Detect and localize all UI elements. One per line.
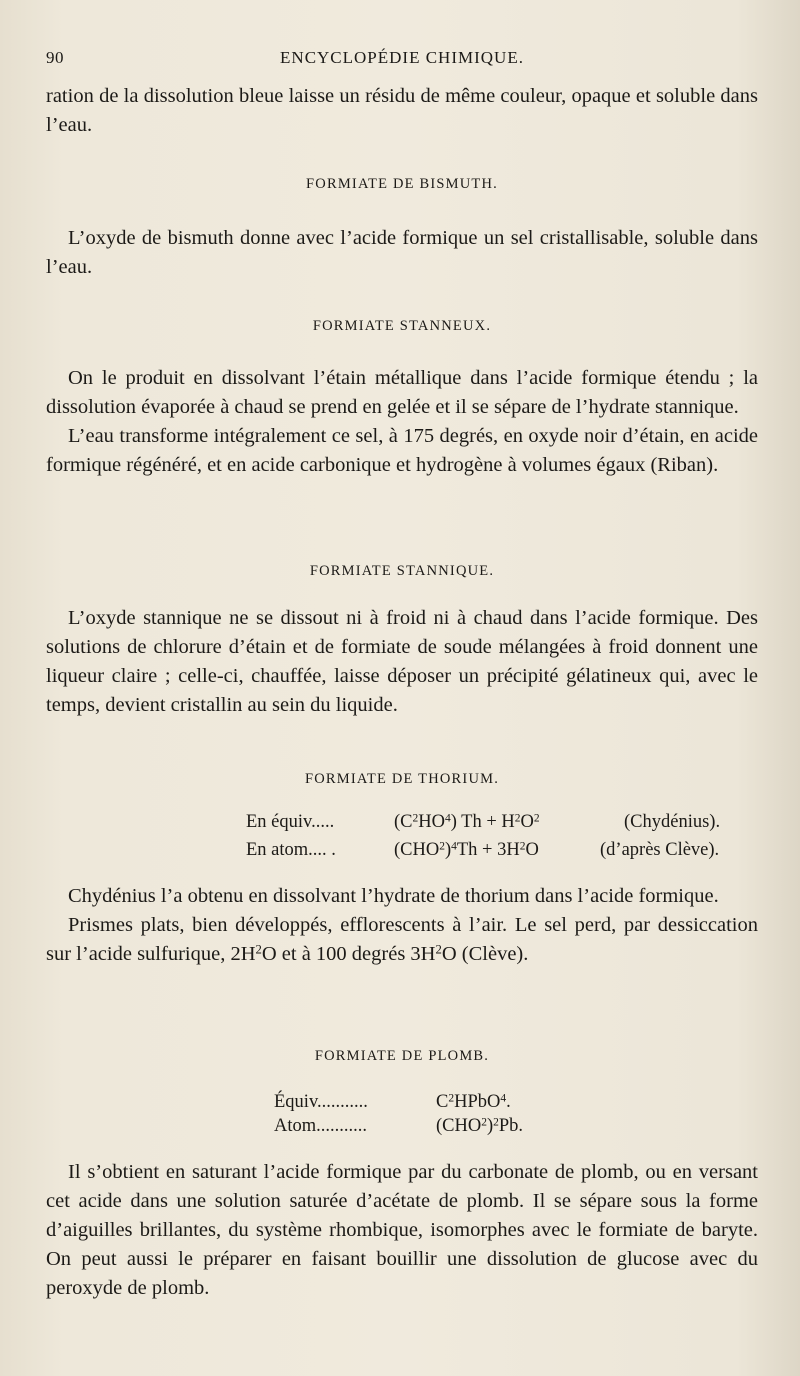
- stanneux-paragraph-1: On le produit en dissolvant l’étain métallique dans l’acide formique étendu ; la dissolution évaporée à chaud se prend en gelée et il se sépare de l’hydrate stannique.: [46, 367, 758, 418]
- heading-stannique: FORMIATE STANNIQUE.: [309, 563, 495, 579]
- plomb-formula-equiv: [0, 1092, 800, 1118]
- formula-expression: $(CHO^2)^4Th + 3H^2O$: [394, 840, 539, 860]
- thorium-formula-atom: [0, 840, 800, 866]
- thorium-section: [46, 882, 758, 969]
- formula-reference: (Chydénius).: [624, 812, 721, 832]
- thorium-paragraph-1: Chydénius l’a obtenu en dissolvant l’hydrate de thorium dans l’acide formique.: [68, 885, 719, 907]
- page-number: 90: [46, 48, 64, 67]
- formula-reference: (d’après Clève).: [600, 840, 720, 860]
- heading-bismuth: FORMIATE DE BISMUTH.: [306, 176, 498, 192]
- thorium-paragraph-2: Prismes plats, bien développés, efflorescents à l’air. Le sel perd, par dessiccation sur l’acide sulfurique, $2H^2O$ et à 100 degrés $3H^2O$ (Clève).: [46, 914, 758, 965]
- formula-label: Équiv...........: [274, 1092, 368, 1112]
- plomb-paragraph: Il s’obtient en saturant l’acide formique par du carbonate de plomb, ou en versant cet acide dans une solution saturée d’acétate de plomb. Il se sépare sous la forme d’aiguilles brillantes, du système rhombique, isomorphes avec le formiate de baryte. On peut aussi le préparer en faisant bouillir une dissolution de glucose avec du peroxyde de plomb.: [46, 1161, 758, 1299]
- formula-label: Atom...........: [274, 1116, 368, 1136]
- formula-label: En équiv.....: [246, 812, 335, 832]
- formula-expression: $(CHO^2)^2Pb$.: [436, 1116, 524, 1136]
- stannique-paragraph: L’oxyde stannique ne se dissout ni à froid ni à chaud dans l’acide formique. Des solutions de chlorure d’étain et de formiate de soude mélangées à froid donnent une liqueur claire ; celle-ci, chauffée, laisse déposer un précipité gélatineux qui, avec le temps, devient cristallin au sein du liquide.: [46, 607, 758, 716]
- intro-paragraph-block: [46, 82, 758, 140]
- running-title: ENCYCLOPÉDIE CHIMIQUE.: [280, 48, 524, 67]
- stanneux-section: [46, 364, 758, 480]
- running-header: [46, 48, 758, 72]
- heading-thorium: FORMIATE DE THORIUM.: [304, 771, 500, 787]
- plomb-section: [46, 1158, 758, 1303]
- intro-paragraph: ration de la dissolution bleue laisse un résidu de même couleur, opaque et soluble dans l’eau.: [46, 85, 758, 136]
- formula-expression: $C^2HPbO^4$.: [436, 1092, 511, 1112]
- heading-plomb: FORMIATE DE PLOMB.: [314, 1048, 490, 1064]
- stannique-section: [46, 604, 758, 720]
- plomb-formula-atom: [0, 1116, 800, 1142]
- bismuth-section: [46, 224, 758, 282]
- formula-label: En atom.... .: [246, 840, 336, 860]
- heading-stanneux: FORMIATE STANNEUX.: [312, 318, 492, 334]
- formula-expression: $(C^2HO^4) Th + H^2O^2$: [394, 812, 540, 832]
- thorium-formula-equiv: [0, 812, 800, 838]
- bismuth-paragraph: L’oxyde de bismuth donne avec l’acide formique un sel cristallisable, soluble dans l’eau.: [46, 227, 758, 278]
- stanneux-paragraph-2: L’eau transforme intégralement ce sel, à 175 degrés, en oxyde noir d’étain, en acide formique régénéré, et en acide carbonique et hydrogène à volumes égaux (Riban).: [46, 425, 758, 476]
